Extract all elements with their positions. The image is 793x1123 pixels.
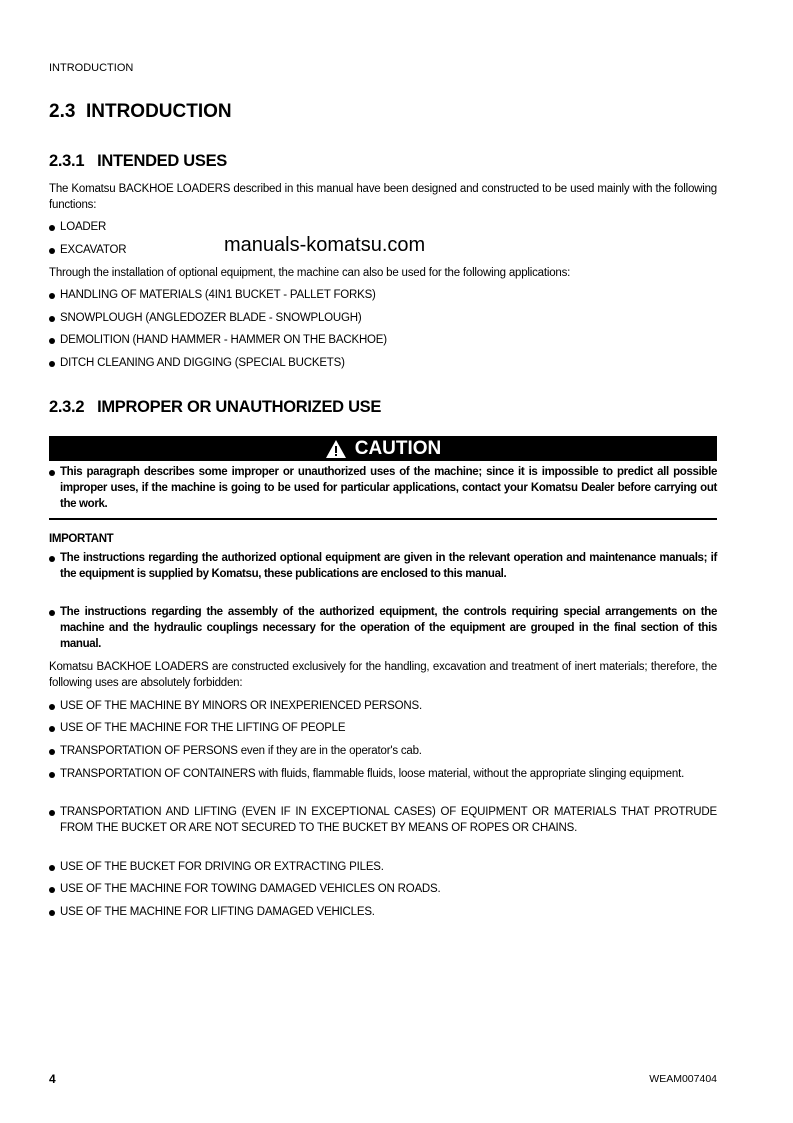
- watermark: manuals-komatsu.com: [224, 234, 426, 256]
- bullet-icon: [49, 225, 55, 231]
- bullet-icon: [49, 556, 55, 562]
- bullet-icon: [49, 772, 55, 778]
- list-item: USE OF THE MACHINE BY MINORS OR INEXPERIENCED PERSONS.: [49, 698, 717, 714]
- subsection-number: 2.3.1: [49, 152, 85, 170]
- bullet-icon: [49, 293, 55, 299]
- list-item: USE OF THE BUCKET FOR DRIVING OR EXTRACTING PILES.: [49, 859, 717, 875]
- warning-triangle-icon: [325, 439, 347, 459]
- list-item: TRANSPORTATION OF CONTAINERS with fluids, flammable fluids, loose material, without the appropriate slinging equipment.: [49, 766, 717, 782]
- caution-label: CAUTION: [354, 437, 442, 459]
- running-header: INTRODUCTION: [49, 62, 134, 74]
- subsection-heading-intended-uses: [49, 152, 227, 171]
- list-item: USE OF THE MACHINE FOR THE LIFTING OF PEOPLE: [49, 720, 717, 736]
- list-item: LOADER: [49, 219, 717, 235]
- list-item: TRANSPORTATION AND LIFTING (EVEN IF IN EXCEPTIONAL CASES) OF EQUIPMENT OR MATERIALS THAT PROTRUDE FROM THE BUCKET OR ARE NOT SECURED TO THE BUCKET BY MEANS OF ROPES OR CHAINS.: [49, 804, 717, 836]
- list-item: USE OF THE MACHINE FOR TOWING DAMAGED VEHICLES ON ROADS.: [49, 881, 717, 897]
- intended-uses-intro: The Komatsu BACKHOE LOADERS described in this manual have been designed and constructed to be used mainly with the following functions:: [49, 183, 717, 211]
- divider: [49, 518, 717, 520]
- bullet-icon: [49, 316, 55, 322]
- optional-intro: Through the installation of optional equipment, the machine can also be used for the following applications:: [49, 267, 571, 279]
- caution-text: This paragraph describes some improper or unauthorized uses of the machine; since it is impossible to predict all possible improper uses, if the machine is going to be used for particular applications, contact your Komatsu Dealer before carrying out the work.: [49, 464, 717, 512]
- section-number: 2.3: [49, 101, 76, 122]
- forbidden-intro: Komatsu BACKHOE LOADERS are constructed exclusively for the handling, excavation and treatment of inert materials; therefore, the following uses are absolutely forbidden:: [49, 661, 717, 689]
- bullet-icon: [49, 749, 55, 755]
- caution-banner: [49, 436, 717, 461]
- bullet-icon: [49, 470, 55, 476]
- list-item: HANDLING OF MATERIALS (4IN1 BUCKET - PALLET FORKS): [49, 287, 717, 303]
- document-code: WEAM007404: [649, 1073, 717, 1085]
- subsection-number: 2.3.2: [49, 398, 85, 416]
- bullet-icon: [49, 361, 55, 367]
- bullet-icon: [49, 704, 55, 710]
- list-item: EXCAVATOR: [49, 242, 717, 258]
- list-item: USE OF THE MACHINE FOR LIFTING DAMAGED VEHICLES.: [49, 904, 717, 920]
- section-heading: [49, 101, 232, 123]
- list-item: DEMOLITION (HAND HAMMER - HAMMER ON THE BACKHOE): [49, 332, 717, 348]
- list-item: TRANSPORTATION OF PERSONS even if they are in the operator's cab.: [49, 743, 717, 759]
- bullet-icon: [49, 810, 55, 816]
- list-item: The instructions regarding the assembly of the authorized equipment, the controls requiring special arrangements on the machine and the hydraulic couplings necessary for the operation of the equipment are grouped in the final section of this manual.: [49, 604, 717, 652]
- subsection-heading-improper-use: [49, 398, 381, 417]
- bullet-icon: [49, 910, 55, 916]
- important-label: IMPORTANT: [49, 533, 114, 545]
- page-number: 4: [49, 1072, 56, 1086]
- list-item: DITCH CLEANING AND DIGGING (SPECIAL BUCKETS): [49, 355, 717, 371]
- list-item: The instructions regarding the authorized optional equipment are given in the relevant operation and maintenance manuals; if the equipment is supplied by Komatsu, these publications are enclosed to this manual.: [49, 550, 717, 582]
- subsection-title: IMPROPER OR UNAUTHORIZED USE: [97, 398, 382, 416]
- bullet-icon: [49, 610, 55, 616]
- bullet-icon: [49, 248, 55, 254]
- subsection-title: INTENDED USES: [97, 152, 228, 170]
- list-item: SNOWPLOUGH (ANGLEDOZER BLADE - SNOWPLOUGH): [49, 310, 717, 326]
- bullet-icon: [49, 887, 55, 893]
- bullet-icon: [49, 865, 55, 871]
- bullet-icon: [49, 726, 55, 732]
- section-title: INTRODUCTION: [85, 101, 232, 122]
- bullet-icon: [49, 338, 55, 344]
